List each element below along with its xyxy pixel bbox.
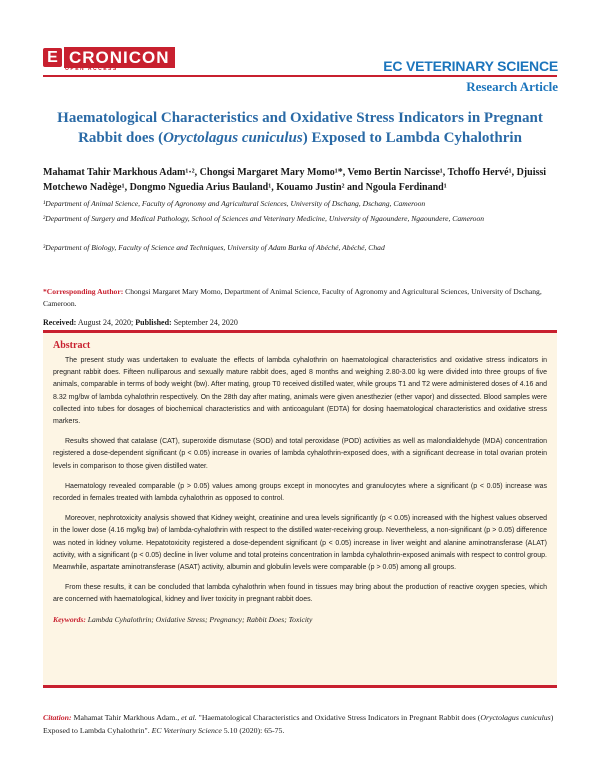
received-date: August 24, 2020; bbox=[76, 318, 136, 327]
citation-volume: 5.10 (2020): 65-75. bbox=[221, 725, 285, 735]
title-species: Oryctolagus cuniculus bbox=[163, 130, 303, 146]
citation-authors: Mahamat Tahir Markhous Adam., bbox=[71, 713, 182, 722]
published-date: September 24, 2020 bbox=[171, 318, 238, 327]
affiliation-3: ³Department of Biology, Faculty of Science and Techniques, University of Adam Barka of Abéché, Abéché, Chad bbox=[43, 243, 385, 252]
header-rule bbox=[43, 75, 557, 77]
citation bbox=[43, 712, 557, 737]
publication-dates bbox=[43, 318, 238, 327]
citation-label: Citation: bbox=[43, 713, 72, 722]
affiliation-2: ²Department of Surgery and Medical Pathology, School of Sciences and Veterinary Medicine, University of Ngaoundere, Ngaoundere, Cameroon bbox=[43, 214, 485, 223]
corresponding-label: *Corresponding Author: bbox=[43, 287, 124, 296]
citation-title-part-2: ) Exposed to Lambda Cyhalothrin". bbox=[43, 713, 554, 735]
abstract-paragraph-4: Moreover, nephrotoxicity analysis showed that Kidney weight, creatinine and urea levels significantly (p < 0.05) increased with the highest values observed in the lower dose (4.16 mg/kg bw) of lambda-cyhalothrin with respect to the distilled water-receiving group. Nevertheless, a non-significant (p > 0.05) difference was noted in kidney volume. Hepatotoxicity registered a dose-dependent significant (p < 0.05) increase in liver weight and alanine aminotransferase (ALAT) activity, with a significant (p < 0.05) decline in liver volume and total proteins concentration in lambda cyhalothrin-exposed animals with respect to control group. Meanwhile, aspartate aminotransferase (ASAT) activity, albumin and globulin levels were comparable (p > 0.05) among all groups. bbox=[53, 515, 547, 572]
citation-journal: EC Veterinary Science bbox=[151, 725, 222, 735]
affiliation-1: ¹Department of Animal Science, Faculty of Agronomy and Agricultural Sciences, University of Dschang, Dschang, Cameroon bbox=[43, 199, 426, 208]
abstract-box bbox=[43, 330, 557, 688]
article-type: Research Article bbox=[466, 79, 558, 94]
journal-name: EC VETERINARY SCIENCE bbox=[383, 58, 558, 74]
corresponding-author bbox=[43, 286, 558, 310]
keywords bbox=[53, 615, 547, 624]
author-list: Mahamat Tahir Markhous Adam¹·², Chongsi Margaret Mary Momo¹*, Vemo Bertin Narcisse¹, Tchoffo Hervé¹, Djuissi Motchewo Nadège¹, Dongmo Nguedia Arius Bauland¹, Kouamo Justin² and Ngoula Ferdinand¹ bbox=[43, 167, 547, 193]
keywords-list: Lambda Cyhalothrin; Oxidative Stress; Pregnancy; Rabbit Does; Toxicity bbox=[85, 614, 313, 624]
article-title bbox=[50, 108, 550, 148]
corresponding-text: Chongsi Margaret Mary Momo, Department of Animal Science, Faculty of Agronomy and Agricultural Sciences, University of Dschang, Cameroon. bbox=[43, 287, 542, 308]
published-label: Published: bbox=[135, 318, 172, 327]
keywords-label: Keywords: bbox=[53, 614, 86, 624]
abstract-paragraph-5: From these results, it can be concluded that lambda cyhalothrin when found in tissues may bring about the production of reactive oxygen species, which are concerned with haematological, kidney and liver toxicity in pregnant rabbit does. bbox=[53, 584, 547, 604]
citation-species: Oryctolagus cuniculus bbox=[480, 713, 551, 722]
abstract-paragraph-1: The present study was undertaken to evaluate the effects of lambda cyhalothrin on haematological characteristics and oxidative stress indicators in pregnant rabbit does. Fifteen nulliparous and sexually mature rabbit does, aged 8 months and weighing 2.80-3.00 kg were divided into three groups of five animals, comparable in terms of body weight (bw). After mating, group T0 received distilled water, while groups T1 and T2 were administered doses of 4.16 and 8.32 mg/bw of lambda cyhalothrin respectively. On the 28th day after mating, animals were given anesthezier (ether vapor) and dissected. Blood samples were collected into tubes for dosages of biochemical characteristics and with anticoagulant (EDTA) for dosing haematological characteristics and oxidative stress markers. bbox=[53, 357, 547, 426]
title-part-1: Haematological Characteristics and Oxidative Stress Indicators in Pregnant Rabbit does ( bbox=[57, 110, 543, 146]
logo-mark-icon: E bbox=[43, 48, 62, 67]
logo-wordmark: CRONICON bbox=[64, 47, 175, 68]
received-label: Received: bbox=[43, 318, 77, 327]
logo-subtitle: OPEN ACCESS bbox=[65, 66, 118, 72]
citation-title-part-1: "Haematological Characteristics and Oxidative Stress Indicators in Pregnant Rabbit does ( bbox=[196, 713, 481, 722]
abstract-paragraph-3: Haematology revealed comparable (p > 0.05) values among groups except in monocytes and granulocytes where a significant (p < 0.05) increase was recorded in females treated with lambda cyhalothrin as opposed to control. bbox=[53, 482, 547, 503]
abstract-paragraph-2: Results showed that catalase (CAT), superoxide dismutase (SOD) and total peroxidase (POD) activities as well as malondialdehyde (MDA) concentration registered a dose-dependent significant (p < 0.05) increase in ovaries of lambda cyhalothrin-exposed does, with a significant decrease in total ovarian protein levels in comparison to those given distilled water. bbox=[53, 438, 547, 470]
page-header bbox=[0, 0, 600, 100]
title-part-2: ) Exposed to Lambda Cyhalothrin bbox=[302, 130, 522, 146]
citation-etal: et al. bbox=[181, 713, 197, 722]
abstract-heading: Abstract bbox=[53, 340, 91, 351]
